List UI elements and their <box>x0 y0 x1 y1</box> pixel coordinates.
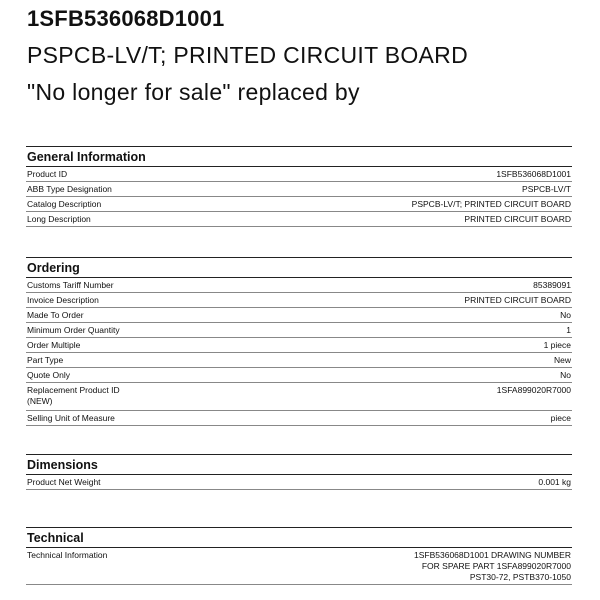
table-row <box>26 278 572 293</box>
row-value: 1 piece <box>543 340 571 350</box>
value-line: PST30-72, PSTB370-1050 <box>469 572 571 582</box>
row-value: PRINTED CIRCUIT BOARD <box>464 295 571 305</box>
table-row <box>26 167 572 182</box>
row-value: piece <box>550 413 571 423</box>
row-value <box>414 550 572 583</box>
table-row <box>26 411 572 426</box>
table-row <box>26 212 572 227</box>
row-value: 1 <box>566 325 571 335</box>
row-label: Invoice Description <box>27 295 99 305</box>
row-value: PRINTED CIRCUIT BOARD <box>464 214 571 224</box>
table-row <box>26 308 572 323</box>
product-id-heading: 1SFB536068D1001 <box>27 6 225 31</box>
table-row <box>26 323 572 338</box>
row-label: Quote Only <box>27 370 70 380</box>
row-label: Replacement Product ID (NEW) <box>27 385 120 406</box>
section-title: Dimensions <box>26 454 572 475</box>
row-value: No <box>560 310 571 320</box>
technical-section <box>26 527 572 585</box>
dimensions-section <box>26 454 572 490</box>
section-title: Technical <box>26 527 572 548</box>
section-title: Ordering <box>26 257 572 278</box>
general-information-section <box>26 146 572 227</box>
row-value: PSPCB-LV/T; PRINTED CIRCUIT BOARD <box>411 199 571 209</box>
row-label: Made To Order <box>27 310 84 320</box>
table-row <box>26 475 572 490</box>
row-value: 85389091 <box>533 280 571 290</box>
row-label: Order Multiple <box>27 340 81 350</box>
value-line: 1SFB536068D1001 DRAWING NUMBER <box>414 550 571 560</box>
row-label: Customs Tariff Number <box>27 280 114 290</box>
row-label: Technical Information <box>27 550 108 560</box>
product-name-heading: PSPCB-LV/T; PRINTED CIRCUIT BOARD <box>27 42 469 68</box>
ordering-section <box>26 257 572 426</box>
table-row <box>26 197 572 212</box>
row-value: 1SFA899020R7000 <box>496 385 571 395</box>
table-row <box>26 548 572 585</box>
row-value: 0.001 kg <box>538 477 571 487</box>
product-status-heading: "No longer for sale" replaced by <box>27 79 360 105</box>
table-row <box>26 338 572 353</box>
row-label: Catalog Description <box>27 199 102 209</box>
row-value: No <box>560 370 571 380</box>
row-label: Product Net Weight <box>27 477 101 487</box>
table-row <box>26 293 572 308</box>
row-label: Minimum Order Quantity <box>27 325 120 335</box>
table-row <box>26 383 572 411</box>
row-value: 1SFB536068D1001 <box>496 169 571 179</box>
row-label: ABB Type Designation <box>27 184 112 194</box>
value-line: FOR SPARE PART 1SFA899020R7000 <box>421 561 571 571</box>
row-label: Long Description <box>27 214 91 224</box>
table-row <box>26 368 572 383</box>
row-label: Part Type <box>27 355 64 365</box>
table-row <box>26 182 572 197</box>
row-label: Selling Unit of Measure <box>27 413 115 423</box>
row-value: New <box>553 355 571 365</box>
table-row <box>26 353 572 368</box>
row-label: Product ID <box>27 169 68 179</box>
row-value: PSPCB-LV/T <box>522 184 571 194</box>
section-title: General Information <box>26 146 572 167</box>
